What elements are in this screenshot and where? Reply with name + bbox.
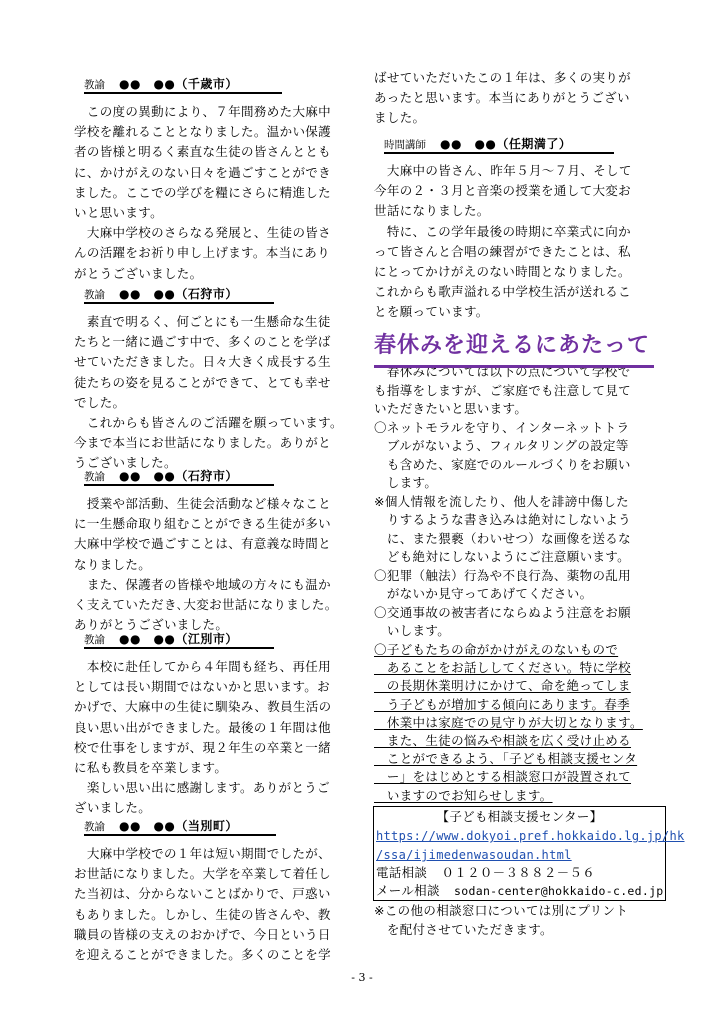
message-line: ありがとうございました。 (74, 617, 229, 633)
guidance-line: ブルがないよう、フィルタリングの設定等 (374, 438, 629, 453)
message-line: 授業や部活動、生徒会活動など様々なこと (74, 496, 332, 511)
message-line: また、保護者の皆様や地域の方々にも温か (74, 576, 332, 592)
underlined-guidance-line: いますのでお知らせします。 (374, 787, 553, 803)
message-line: 職員の皆様の支えのおかげで、今日という日 (74, 926, 331, 942)
message-line: 徒たちの姿を見ることができて、とても幸せ (74, 374, 331, 390)
guidance-line: 〇ネットモラルを守り、インターネットトラ (374, 419, 630, 435)
message-line: この度の異動により、７年間務めた大麻中 (74, 104, 332, 119)
message-line: あったと思います。本当にありがとうござい (374, 90, 630, 106)
guidance-line: ※個人情報を流したり、他人を誹謗中傷した (374, 493, 629, 509)
guidance-line: いただきたいと思います。 (374, 401, 528, 416)
consultation-center-box (373, 806, 685, 901)
guidance-line: がないか見守ってあげてください。 (374, 586, 593, 601)
message-line: んの活躍をお祈り申し上げます。本当にあり (74, 245, 331, 261)
box-url-line-1[interactable]: https://www.dokyoi.pref.hokkaido.lg.jp/hk (376, 829, 685, 843)
message-line: 大麻中学校で過ごすことは、有意義な時間と (74, 536, 332, 552)
message-line: 楽しい思い出に感謝します。ありがとうご (74, 780, 331, 796)
box-phone-row (376, 863, 595, 883)
teacher-role: 教諭 (84, 821, 105, 833)
message-line: 者の皆様と明るく素直な生徒の皆さんととも (74, 144, 332, 160)
message-line: 特に、この学年最後の時期に卒業式に向か (374, 223, 632, 239)
message-line: せていただきました。日々大きく成長する生 (74, 354, 332, 370)
underlined-guidance-line: 休業中は家庭での見守りが大切となります。 (374, 714, 643, 730)
message-line: 大麻中学校での１年は短い期間でしたが、 (74, 846, 332, 861)
guidance-line: します。 (374, 475, 438, 490)
message-line: たちと一緒に過ごす中で、多くのことを学ば (74, 334, 331, 350)
teacher-role: 教諭 (84, 634, 105, 646)
message-line: でした。 (74, 394, 126, 410)
teacher-header (84, 631, 274, 649)
message-line: 学校を離れることとなりました。温かい保護 (74, 124, 332, 140)
guidance-line: 春休みについては以下の点について学校で (374, 364, 631, 379)
message-line: ばせていただいたこの１年は、多くの実りが (374, 70, 632, 85)
guidance-line: 〇交通事故の被害者にならぬよう注意をお願 (374, 604, 632, 620)
message-line: うございました。 (74, 455, 177, 471)
underlined-guidance-line: 〇子どもたちの命がかけがえのないもので (374, 642, 619, 657)
underlined-guidance-line: あることをお話ししてください。特に学校 (374, 660, 632, 676)
message-line: に、かけがえのない日々を過ごすことができ (74, 164, 332, 180)
teacher-name: ●● ●●（千歳市） (119, 77, 238, 91)
message-line: もありました。しかし、生徒の皆さんや、教 (74, 906, 331, 922)
message-line: これからも歌声溢れる中学校生活が送れるこ (374, 284, 632, 300)
message-line: って皆さんと合唱の練習ができたことは、私 (374, 243, 632, 259)
guidance-line: も含めた、家庭でのルールづくりをお願い (374, 456, 631, 472)
footnote-line: ※この他の相談窓口については別にプリント (374, 903, 629, 918)
box-url-line-2[interactable]: /ssa/ijimedenwasoudan.html (376, 848, 572, 862)
teacher-header (384, 136, 614, 154)
message-line: 今まで本当にお世話になりました。ありがと (74, 435, 332, 451)
spring-break-heading: 春休みを迎えるにあたって (374, 331, 654, 368)
underlined-guidance-line: の長期休業明けにかけて、命を絶ってしま (374, 678, 631, 694)
page-number: - 3 - (351, 971, 373, 984)
mail-address[interactable]: sodan-center@hokkaido-c.ed.jp (454, 884, 664, 898)
message-line: ざいました。 (74, 800, 152, 816)
message-line: なりました。 (74, 556, 152, 572)
guidance-line: も指導をしますが、ご家庭でも注意して見て (374, 382, 632, 398)
message-line: に私も教員を卒業します。 (74, 760, 228, 775)
teacher-header (84, 286, 274, 304)
message-line: いと思います。 (74, 205, 163, 220)
message-line: かげで、大麻中の生徒に馴染み、教員生活の (74, 699, 332, 715)
message-line: 大麻中学校のさらなる発展と、生徒の皆さ (74, 225, 332, 241)
message-line: これからも皆さんのご活躍を願っています。 (74, 415, 343, 430)
underlined-guidance-line: ー」をはじめとする相談窓口が設置されて (374, 769, 632, 785)
guidance-line: ども絶対にしないようにご注意願います。 (374, 549, 631, 564)
message-line: お世話になりました。大学を卒業して着任し (74, 866, 332, 882)
teacher-role: 教諭 (84, 471, 105, 483)
teacher-header (84, 76, 282, 94)
message-line: 本校に赴任してから４年間も経ち、再任用 (74, 659, 332, 674)
phone-number: ０１２０－３８８２－５６ (441, 865, 596, 880)
teacher-header (84, 818, 276, 836)
teacher-role: 時間講師 (384, 139, 426, 151)
message-line: としては長い期間ではないかと思います。お (74, 679, 331, 695)
teacher-name: ●● ●●（石狩市） (119, 287, 238, 301)
message-line: 校で仕事をしますが、現２年生の卒業と一緒 (74, 739, 332, 755)
message-line: ました。ここでの学びを糧にさらに精進した (74, 184, 332, 200)
footnote-line: を配付させていただきます。 (374, 921, 553, 937)
guidance-line: 〇犯罪（触法）行為や不良行為、薬物の乱用 (374, 567, 632, 583)
teacher-name: ●● ●●（江別市） (119, 632, 238, 646)
guidance-line: りするような書き込みは絶対にしないよう (374, 512, 632, 527)
underlined-guidance-line: う子どもが増加する傾向にあります。春季 (374, 696, 631, 712)
underlined-guidance-line: また、生徒の悩みや相談を広く受け止める (374, 733, 632, 748)
teacher-name: ●● ●●（石狩市） (119, 469, 238, 483)
teacher-name: ●● ●●（当別町） (119, 819, 238, 833)
message-line: がとうございました。 (74, 265, 203, 281)
box-title: 【子ども相談支援センター】 (436, 809, 603, 824)
message-line: を迎えることができました。多くのことを学 (74, 947, 332, 962)
message-line: 世話になりました。 (374, 203, 490, 219)
message-line: にとってかけがえのない時間となりました。 (374, 264, 631, 279)
message-line: に一生懸命取り組むことができる生徒が多い (74, 516, 332, 532)
underlined-guidance-line: ことができるよう､「子ども相談支援センタ (374, 751, 638, 767)
message-line: た当初は、分からないことばかりで、戸惑い (74, 886, 331, 902)
guidance-line: いします。 (374, 623, 451, 638)
message-line: とを願っています。 (374, 304, 489, 320)
message-line: 大麻中の皆さん、昨年５月～７月、そして (374, 163, 632, 178)
message-line: 良い思い出ができました。最後の１年間は他 (74, 719, 332, 735)
teacher-header (84, 468, 274, 486)
phone-label: 電話相談 (376, 865, 428, 880)
guidance-line: に、また猥褻（わいせつ）な画像を送るな (374, 530, 632, 546)
message-line: 素直で明るく、何ごとにも一生懸命な生徒 (74, 314, 331, 329)
teacher-name: ●● ●●（任期満了） (440, 137, 572, 151)
message-line: く支えていただき､大変お世話になりました。 (74, 597, 338, 612)
message-line: 今年の２・３月と音楽の授業を通して大変お (374, 183, 632, 199)
box-mail-row (376, 881, 664, 901)
mail-label: メール相談 (376, 883, 440, 898)
teacher-role: 教諭 (84, 79, 105, 91)
message-line: ました。 (374, 110, 426, 126)
teacher-role: 教諭 (84, 289, 105, 301)
